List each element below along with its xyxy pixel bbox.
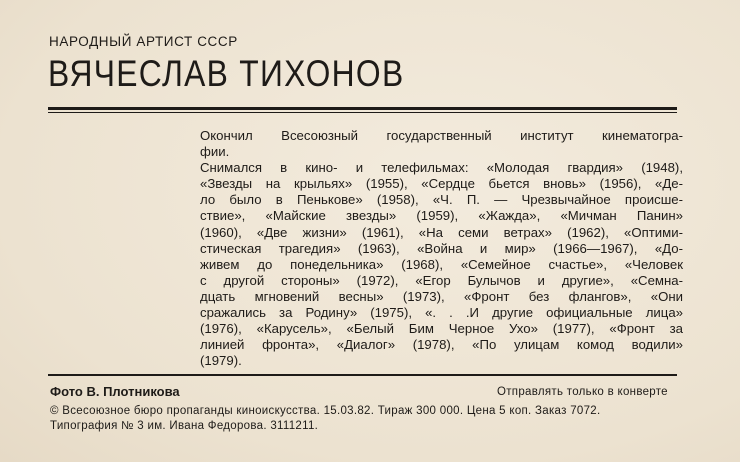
bio-line: дцать мгновений весны» (1973), «Фронт без флангов», «Они bbox=[200, 288, 683, 304]
bio-line: Снимался в кино- и телефильмах: «Молодая гвардия» (1948), bbox=[200, 160, 683, 176]
divider-bottom bbox=[48, 374, 677, 376]
bio-line: «Звезды на крыльях» (1955), «Сердце бьется вновь» (1956), «Де- bbox=[200, 176, 683, 192]
send-note: Отправлять только в конверте bbox=[497, 386, 668, 398]
honorary-title: НАРОДНЫЙ АРТИСТ СССР bbox=[49, 34, 238, 49]
photo-credit: Фото В. Плотникова bbox=[50, 384, 180, 399]
bio-line: ствие», «Майские звезды» (1959), «Жажда», «Мичман Панин» bbox=[200, 208, 683, 224]
bio-line: линией фронта», «Диалог» (1978), «По улицам комод водили» bbox=[200, 337, 683, 353]
bio-line: (1960), «Две жизни» (1961), «На семи ветрах» (1962), «Оптими- bbox=[200, 224, 683, 240]
bio-line: с другой стороны» (1972), «Егор Булычов и другие», «Семна- bbox=[200, 272, 683, 288]
biography-text bbox=[200, 128, 683, 369]
bio-line: (1976), «Карусель», «Белый Бим Черное Ухо» (1977), «Фронт за bbox=[200, 321, 683, 337]
imprint-line: © Всесоюзное бюро пропаганды киноискусства. 15.03.82. Тираж 300 000. Цена 5 коп. Заказ 7072. bbox=[50, 405, 601, 417]
bio-line: ло было в Пенькове» (1958), «Ч. П. — Чрезвычайное происше- bbox=[200, 192, 683, 208]
bio-line: Окончил Всесоюзный государственный институт кинематогра- bbox=[200, 128, 683, 143]
divider-thick bbox=[48, 107, 677, 110]
bio-line: сражались за Родину» (1975), «. . .И другие официальные лица» bbox=[200, 305, 683, 321]
actor-name: ВЯЧЕСЛАВ ТИХОНОВ bbox=[48, 53, 405, 94]
imprint-line: Типография № 3 им. Ивана Федорова. 3111211. bbox=[50, 419, 319, 432]
bio-line: стическая трагедия» (1963), «Война и мир» (1966—1967), «До- bbox=[200, 240, 683, 256]
divider-thin bbox=[48, 112, 677, 113]
bio-line: живем до понедельника» (1968), «Семейное счастье», «Человек bbox=[200, 256, 683, 272]
bio-line: (1979). bbox=[200, 353, 242, 369]
bio-line: фии. bbox=[200, 144, 230, 160]
imprint bbox=[50, 404, 690, 433]
